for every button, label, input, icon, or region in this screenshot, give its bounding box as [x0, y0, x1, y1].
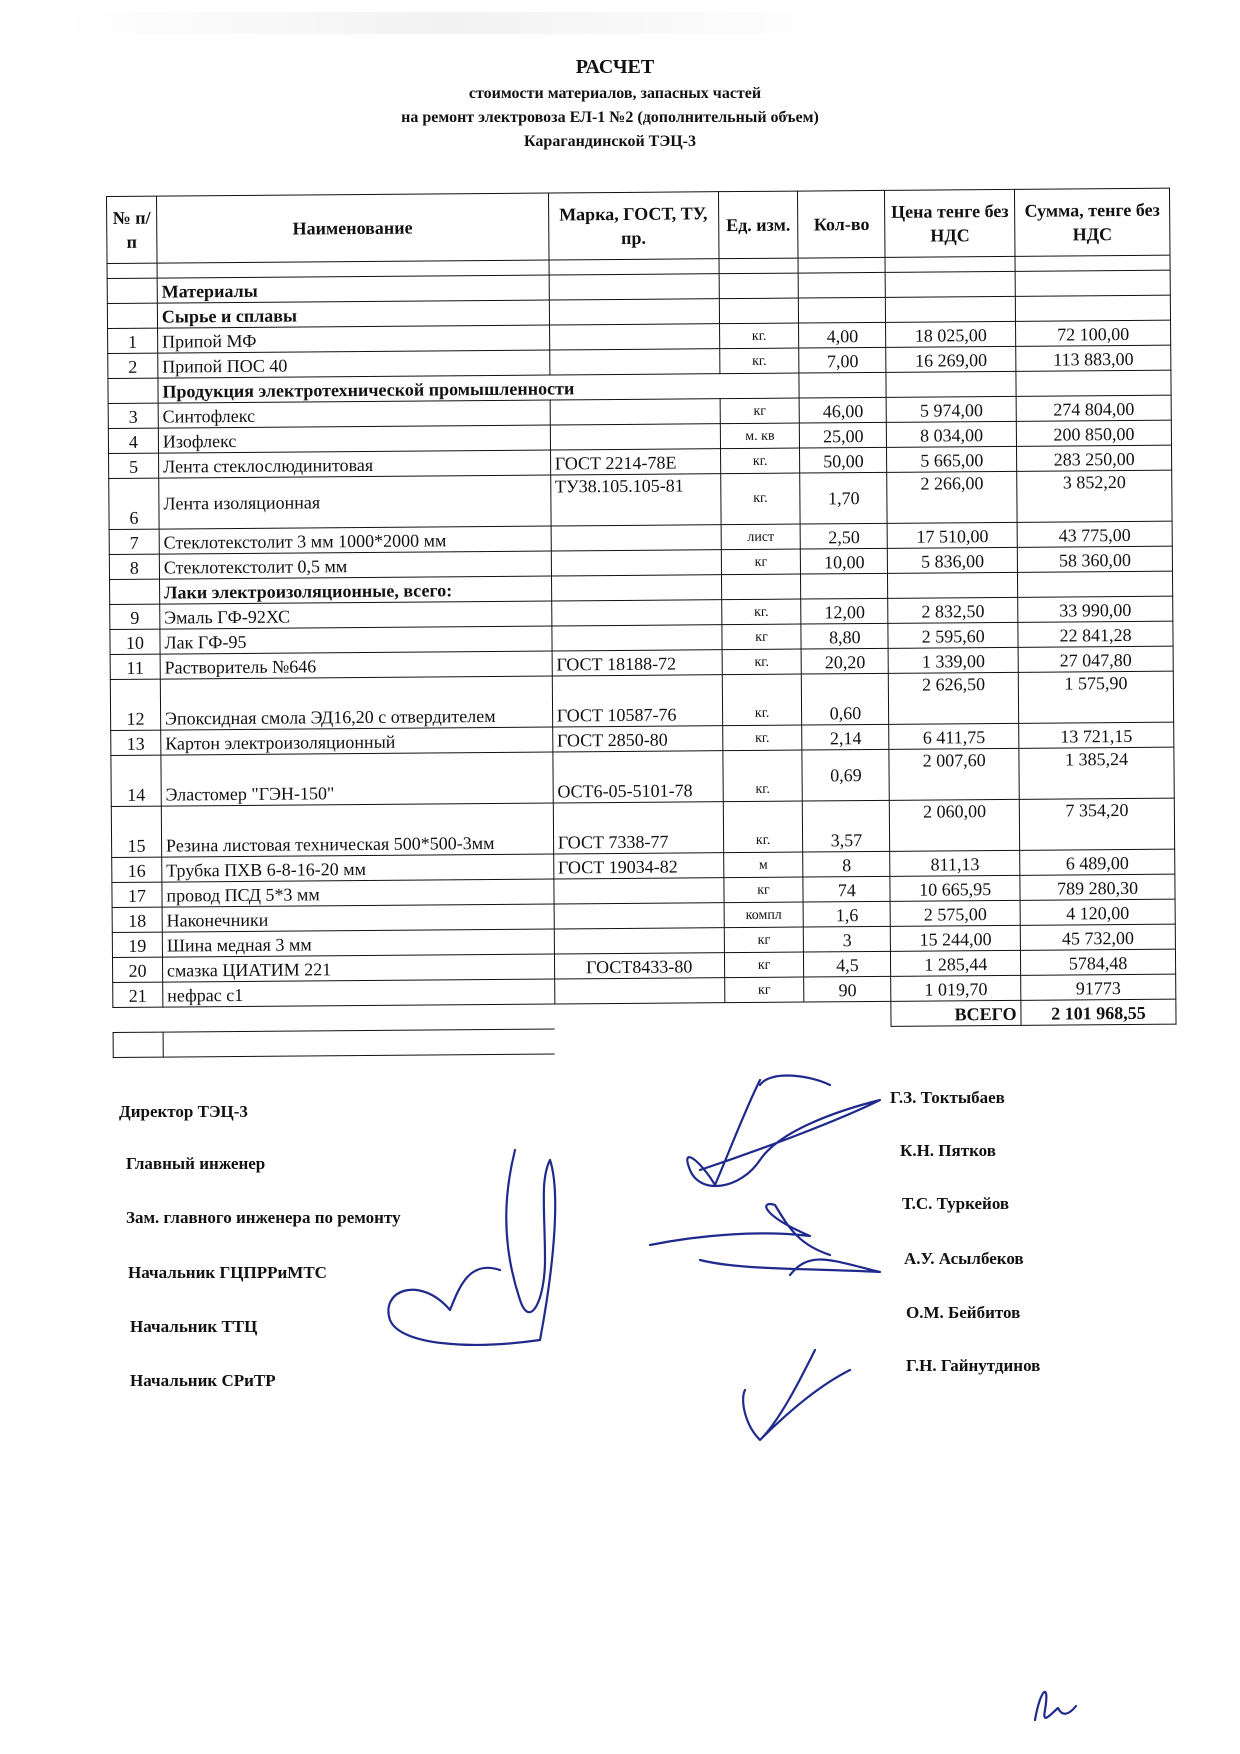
position-head-ttc: Начальник ТТЦ — [130, 1317, 258, 1336]
table-row — [109, 470, 1172, 529]
cell-qty: 8 — [803, 851, 890, 877]
cell-sum: 91773 — [1021, 974, 1176, 1000]
cell-num: 10 — [110, 629, 160, 654]
cell-num: 20 — [112, 957, 162, 982]
cell-sum: 113 883,00 — [1016, 345, 1171, 371]
cell-qty: 10,00 — [801, 548, 888, 574]
cell-sum: 200 850,00 — [1016, 420, 1171, 446]
table-row — [111, 798, 1174, 857]
table-row — [111, 747, 1174, 806]
cell-unit: кг. — [722, 725, 802, 751]
cell-unit: кг. — [723, 801, 803, 853]
cell-qty: 1,70 — [800, 472, 887, 524]
cell-mark — [554, 928, 724, 954]
cell-sum: 4 120,00 — [1020, 899, 1175, 925]
cell-price: 8 034,00 — [887, 421, 1017, 447]
cell-num: 13 — [111, 730, 161, 755]
cell-sum: 274 804,00 — [1016, 395, 1171, 421]
cell-unit: кг — [723, 877, 803, 903]
cell-name: Эластомер "ГЭН-150" — [161, 752, 553, 806]
header-qty: Кол-во — [798, 190, 885, 258]
cell-price: 5 974,00 — [886, 396, 1016, 422]
position-head-sritr: Начальник СРиТР — [130, 1371, 276, 1390]
cell-unit: кг — [724, 927, 804, 953]
cell-unit: кг — [724, 977, 804, 1003]
cell-mark — [551, 600, 721, 626]
cell-qty: 90 — [804, 976, 891, 1002]
cell-unit: кг — [720, 398, 800, 424]
cell-price: 2 007,60 — [889, 748, 1019, 800]
cell-price: 10 665,95 — [890, 875, 1020, 901]
cell-qty: 2,50 — [801, 523, 888, 549]
cell-mark: ГОСТ 18188-72 — [552, 650, 722, 676]
position-deputy-chief-engineer: Зам. главного инженера по ремонту — [126, 1208, 401, 1227]
cell-unit: лист — [721, 524, 801, 550]
cell-num: 12 — [110, 679, 160, 730]
cell-mark: ОСТ6-05-5101-78 — [553, 751, 723, 803]
cell-mark — [550, 399, 720, 425]
cell-price: 16 269,00 — [886, 346, 1016, 372]
cell-qty: 3 — [804, 926, 891, 952]
cell-sum: 45 732,00 — [1020, 924, 1175, 950]
cell-sum: 1 385,24 — [1019, 747, 1174, 799]
cell-num: 6 — [109, 478, 159, 529]
cell-sum: 7 354,20 — [1019, 798, 1174, 850]
cell-sum: 27 047,80 — [1018, 646, 1173, 672]
section-lacquers: Лаки электроизоляционные, всего: — [159, 576, 551, 604]
cell-name: Лак ГФ-95 — [160, 626, 552, 654]
cell-sum: 58 360,00 — [1017, 546, 1172, 572]
cell-num: 9 — [110, 604, 160, 629]
cell-price: 1 285,44 — [891, 950, 1021, 976]
cell-mark: ГОСТ 7338-77 — [553, 802, 723, 854]
document-subtitle-line2: на ремонт электровоза ЕЛ-1 №2 (дополнительный объем) — [401, 109, 819, 126]
cell-price: 5 836,00 — [888, 547, 1018, 573]
cell-num: 3 — [108, 403, 158, 428]
cell-qty: 2,14 — [802, 724, 889, 750]
signature-head-sritr — [743, 1350, 850, 1440]
cell-name: Изофлекс — [158, 425, 550, 453]
scan-artifact — [60, 12, 840, 34]
header-price: Цена тенге без НДС — [885, 189, 1015, 257]
cost-table — [106, 188, 1177, 1058]
cell-price: 2 595,60 — [888, 622, 1018, 648]
signature-director — [687, 1076, 880, 1186]
cell-unit: кг. — [720, 448, 800, 474]
cell-price: 2 832,50 — [888, 597, 1018, 623]
cell-mark: ГОСТ8433-80 — [554, 953, 724, 979]
cell-unit: кг — [724, 952, 804, 978]
name-asylbekov: А.У. Асылбеков — [904, 1249, 1024, 1268]
name-gainutdinov: Г.Н. Гайнутдинов — [906, 1356, 1041, 1375]
cell-mark: ГОСТ 2214-78Е — [550, 449, 720, 475]
cell-num: 16 — [112, 857, 162, 882]
cell-price: 2 060,00 — [890, 799, 1020, 851]
cell-price: 1 019,70 — [891, 975, 1021, 1001]
cell-mark — [550, 424, 720, 450]
cell-price: 5 665,00 — [887, 446, 1017, 472]
cell-mark — [549, 324, 719, 350]
cell-qty: 46,00 — [800, 397, 887, 423]
name-toktybaev: Г.З. Токтыбаев — [890, 1088, 1005, 1107]
cell-unit: кг. — [722, 674, 802, 726]
cell-unit: компл — [724, 902, 804, 928]
cell-unit: кг — [721, 549, 801, 575]
cell-num: 11 — [110, 654, 160, 679]
cell-price: 811,13 — [890, 850, 1020, 876]
name-turkeyov: Т.С. Туркейов — [902, 1194, 1010, 1213]
document-title: РАСЧЕТ — [575, 56, 655, 78]
cell-price: 2 266,00 — [887, 471, 1017, 523]
cell-name: Стеклотекстолит 0,5 мм — [159, 551, 551, 579]
cell-name: Картон электроизоляционный — [161, 727, 553, 755]
cell-price: 18 025,00 — [886, 321, 1016, 347]
name-beibitov: О.М. Бейбитов — [906, 1303, 1021, 1322]
cell-unit: кг. — [719, 323, 799, 349]
cell-sum: 22 841,28 — [1018, 621, 1173, 647]
cell-num: 17 — [112, 882, 162, 907]
table-header-row — [107, 188, 1170, 263]
cell-sum: 5784,48 — [1021, 949, 1176, 975]
cell-sum: 72 100,00 — [1016, 320, 1171, 346]
cell-num: 19 — [112, 932, 162, 957]
cell-num: 7 — [109, 529, 159, 554]
name-pyatkov: К.Н. Пятков — [900, 1141, 996, 1160]
document-header — [0, 56, 1240, 151]
cell-sum: 33 990,00 — [1018, 596, 1173, 622]
cell-name: Лента изоляционная — [159, 475, 551, 529]
cell-mark — [549, 349, 719, 375]
cell-unit: кг. — [720, 473, 800, 525]
section-electro: Продукция электротехнической промышленности — [158, 373, 800, 403]
cell-unit: кг. — [719, 348, 799, 374]
cell-mark: ГОСТ 10587-76 — [552, 675, 722, 727]
signature-deputy — [388, 1150, 555, 1345]
cell-mark: ТУ38.105.105-81 — [550, 474, 720, 526]
cell-name: смазка ЦИАТИМ 221 — [162, 954, 554, 982]
cell-mark — [554, 878, 724, 904]
cell-qty: 12,00 — [801, 598, 888, 624]
cell-num: 15 — [111, 806, 161, 857]
cell-name: Синтофлекс — [158, 400, 550, 428]
cell-mark — [552, 625, 722, 651]
cell-num: 21 — [113, 982, 163, 1007]
cell-unit: кг. — [722, 750, 802, 802]
cell-mark: ГОСТ 2850-80 — [552, 726, 722, 752]
position-director: Директор ТЭЦ-3 — [119, 1102, 248, 1121]
cell-mark — [554, 903, 724, 929]
cell-qty: 25,00 — [800, 422, 887, 448]
total-label: ВСЕГО — [891, 1000, 1021, 1026]
cell-name: нефрас с1 — [163, 979, 555, 1007]
cell-name: Наконечники — [162, 904, 554, 932]
cell-price: 1 339,00 — [888, 647, 1018, 673]
cell-unit: м. кв — [720, 423, 800, 449]
cell-sum: 13 721,15 — [1019, 722, 1174, 748]
cell-sum: 6 489,00 — [1020, 849, 1175, 875]
cell-qty: 7,00 — [799, 347, 886, 373]
cell-qty: 8,80 — [801, 623, 888, 649]
cell-name: Лента стеклослюдинитовая — [158, 450, 550, 478]
header-num: № п/п — [107, 196, 157, 263]
position-head-gcprrimts: Начальник ГЦПРРиМТС — [128, 1263, 327, 1282]
cell-sum: 1 575,90 — [1018, 671, 1173, 723]
cell-price: 2 626,50 — [889, 672, 1019, 724]
position-chief-engineer: Главный инженер — [126, 1154, 266, 1173]
header-mark: Марка, ГОСТ, ТУ, пр. — [548, 192, 718, 260]
cell-num: 1 — [108, 328, 158, 353]
cell-price: 17 510,00 — [887, 522, 1017, 548]
cell-name: Припой МФ — [157, 325, 549, 353]
cell-qty: 0,69 — [802, 749, 889, 801]
cell-qty: 74 — [803, 876, 890, 902]
cell-qty: 0,60 — [802, 673, 889, 725]
cell-mark — [554, 978, 724, 1004]
cell-name: Эмаль ГФ-92ХС — [160, 601, 552, 629]
cell-mark — [551, 525, 721, 551]
cell-unit: кг. — [721, 599, 801, 625]
cell-num: 2 — [108, 353, 158, 378]
cell-name: Трубка ПХВ 6-8-16-20 мм — [162, 854, 554, 882]
cell-name: Стеклотекстолит 3 мм 1000*2000 мм — [159, 526, 551, 554]
cell-sum: 3 852,20 — [1017, 470, 1172, 522]
cell-qty: 4,00 — [799, 322, 886, 348]
cell-name: Растворитель №646 — [160, 651, 552, 679]
cell-unit: кг — [721, 624, 801, 650]
cell-num: 4 — [108, 428, 158, 453]
cell-qty: 50,00 — [800, 447, 887, 473]
cell-qty: 20,20 — [802, 648, 889, 674]
signature-margin-initials — [1035, 1692, 1076, 1720]
document-subtitle-line1: стоимости материалов, запасных частей — [468, 85, 762, 102]
cell-num: 18 — [112, 907, 162, 932]
table-row — [110, 671, 1173, 730]
cell-mark — [551, 550, 721, 576]
cell-num: 8 — [109, 554, 159, 579]
header-unit: Ед. изм. — [718, 191, 798, 259]
section-raw: Сырье и сплавы — [157, 300, 549, 328]
cell-name: Припой ПОС 40 — [158, 350, 550, 378]
signature-chief-engineer — [650, 1204, 880, 1275]
cell-qty: 3,57 — [803, 800, 890, 852]
total-value: 2 101 968,55 — [1021, 999, 1176, 1025]
cell-unit: кг. — [722, 649, 802, 675]
document-subtitle-line3: Карагандинской ТЭЦ-3 — [524, 133, 696, 150]
header-name: Наименование — [156, 193, 548, 263]
cell-sum: 283 250,00 — [1017, 445, 1172, 471]
cell-name: провод ПСД 5*3 мм — [162, 879, 554, 907]
cell-sum: 43 775,00 — [1017, 521, 1172, 547]
cell-num: 5 — [109, 453, 159, 478]
cell-qty: 1,6 — [804, 901, 891, 927]
cell-num: 14 — [111, 755, 161, 806]
cell-mark: ГОСТ 19034-82 — [553, 853, 723, 879]
cell-price: 15 244,00 — [891, 925, 1021, 951]
cell-name: Шина медная 3 мм — [162, 929, 554, 957]
cell-unit: м — [723, 852, 803, 878]
cell-name: Эпоксидная смола ЭД16,20 с отвердителем — [160, 676, 552, 730]
section-materials: Материалы — [157, 275, 549, 303]
cell-qty: 4,5 — [804, 951, 891, 977]
cell-price: 2 575,00 — [890, 900, 1020, 926]
cell-sum: 789 280,30 — [1020, 874, 1175, 900]
cell-price: 6 411,75 — [889, 723, 1019, 749]
cell-name: Резина листовая техническая 500*500-3мм — [161, 803, 553, 857]
header-sum: Сумма, тенге без НДС — [1015, 188, 1170, 256]
